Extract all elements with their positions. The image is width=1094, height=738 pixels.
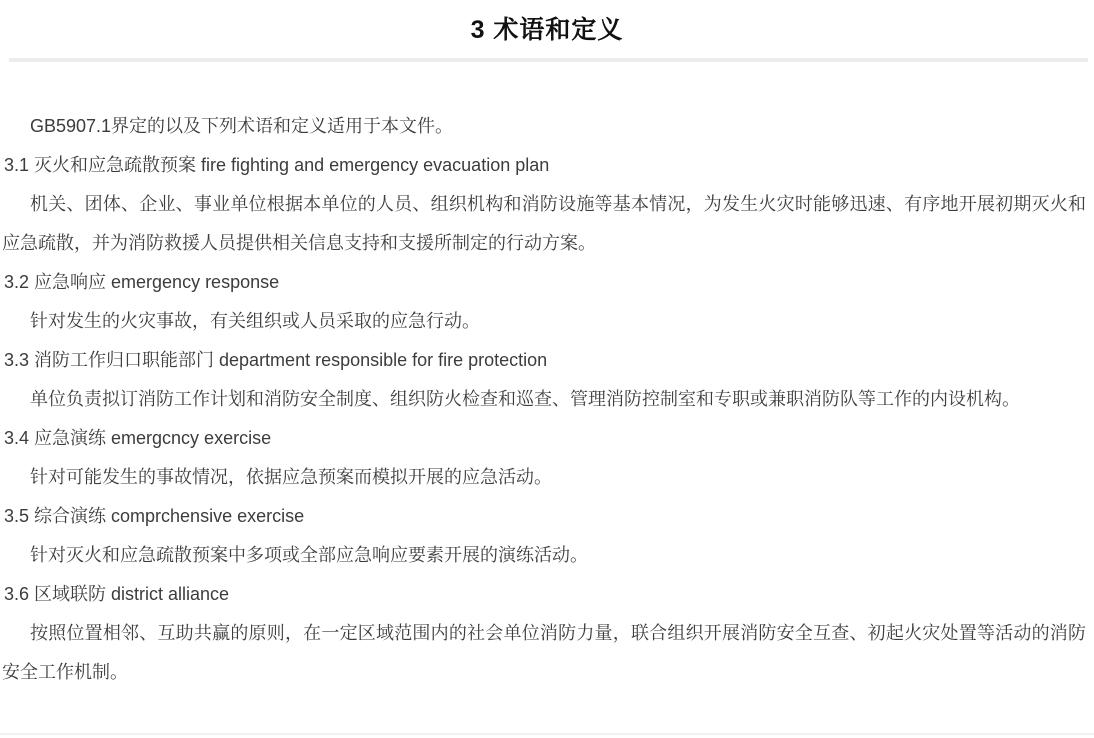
term-definition-3-6: 按照位置相邻、互助共赢的原则，在一定区域范围内的社会单位消防力量，联合组织开展消防安全互查、初起火灾处置等活动的消防安全工作机制。 (2, 623, 1086, 682)
intro-paragraph: GB5907.1界定的以及下列术语和定义适用于本文件。 (30, 116, 454, 136)
term-definition-3-3: 单位负责拟订消防工作计划和消防安全制度、组织防火检查和巡查、管理消防控制室和专职或兼职消防队等工作的内设机构。 (30, 389, 1020, 409)
term-definition-3-5: 针对灭火和应急疏散预案中多项或全部应急响应要素开展的演练活动。 (30, 545, 588, 565)
term-definition-3-2: 针对发生的火灾事故，有关组织或人员采取的应急行动。 (30, 311, 480, 331)
term-heading-3-2: 3.2 应急响应 emergency response (4, 272, 280, 292)
title-divider (9, 58, 1088, 62)
section-title: 3 术语和定义 (470, 16, 624, 44)
term-definition-3-4: 针对可能发生的事故情况，依据应急预案而模拟开展的应急活动。 (30, 467, 552, 487)
bottom-divider (0, 733, 1094, 735)
term-heading-3-1: 3.1 灭火和应急疏散预案 fire fighting and emergency evacuation plan (4, 155, 550, 175)
term-heading-3-6: 3.6 区域联防 district alliance (4, 584, 230, 604)
term-heading-3-5: 3.5 综合演练 comprchensive exercise (4, 506, 305, 526)
term-heading-3-3: 3.3 消防工作归口职能部门 department responsible for fire protection (4, 350, 548, 370)
term-heading-3-4: 3.4 应急演练 emergcncy exercise (4, 428, 272, 448)
term-definition-3-1: 机关、团体、企业、事业单位根据本单位的人员、组织机构和消防设施等基本情况，为发生火灾时能够迅速、有序地开展初期灭火和应急疏散，并为消防救援人员提供相关信息支持和支援所制定的行动方案。 (2, 194, 1086, 253)
section-content (2, 107, 1086, 692)
